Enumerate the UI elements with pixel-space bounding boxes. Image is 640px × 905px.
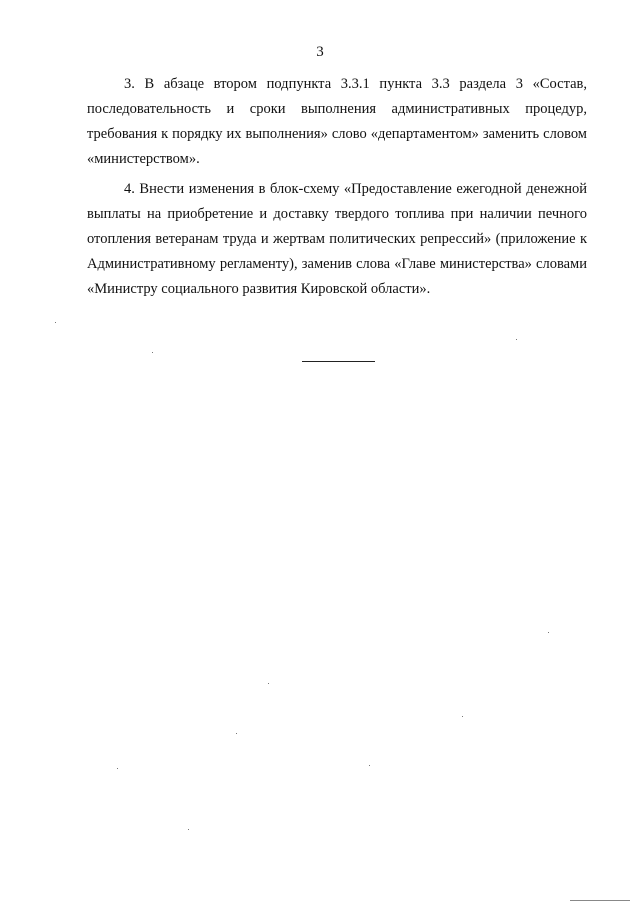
end-separator-line bbox=[302, 361, 375, 362]
document-body bbox=[87, 72, 587, 307]
paragraph-item-4: 4. Внести изменения в блок-схему «Предоставление ежегодной денежной выплаты на приобретение и доставку твердого топлива при наличии печного отопления ветеранам труда и жертвам политических репрессий» (приложение к Административному регламенту), заменив слова «Главе министерства» словами «Министру социального развития Кировской области». bbox=[87, 181, 587, 297]
scan-speck bbox=[548, 632, 549, 633]
page-number: 3 bbox=[316, 44, 324, 60]
scan-speck bbox=[369, 765, 370, 766]
scan-speck bbox=[236, 733, 237, 734]
scan-edge-mark bbox=[570, 900, 630, 901]
scan-speck bbox=[117, 768, 118, 769]
paragraph-item-3: 3. В абзаце втором подпункта 3.3.1 пункта 3.3 раздела 3 «Состав, последовательность и сроки выполнения административных процедур, требования к порядку их выполнения» слово «департаментом» заменить словом «министерством». bbox=[87, 76, 587, 167]
scan-speck bbox=[188, 829, 189, 830]
scan-speck bbox=[268, 683, 269, 684]
scan-speck bbox=[462, 716, 463, 717]
scan-speck bbox=[55, 322, 56, 323]
scan-speck bbox=[516, 339, 517, 340]
scan-speck bbox=[152, 352, 153, 353]
